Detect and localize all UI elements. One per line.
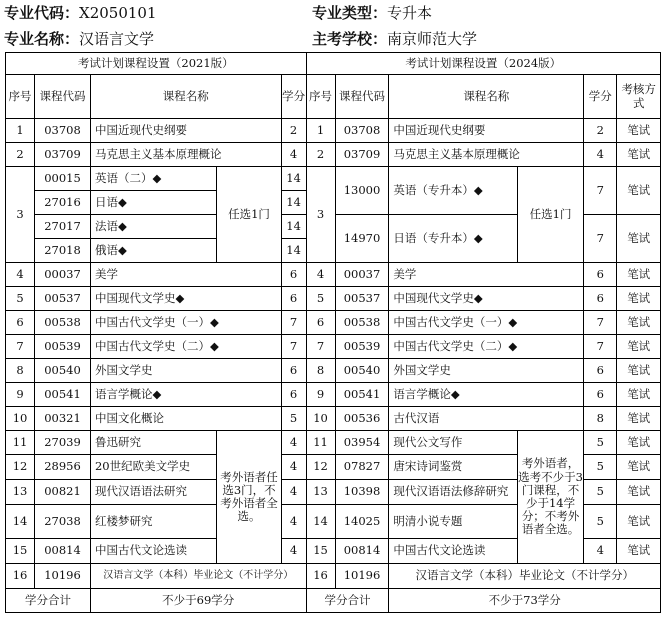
right-name: 美学: [389, 263, 584, 287]
left-code: 27038: [35, 505, 91, 539]
right-exam: 笔试: [617, 505, 661, 539]
left-credit: 6: [281, 287, 306, 311]
left-credit: 4: [281, 455, 306, 480]
right-code: 00541: [335, 383, 389, 407]
right-no: 4: [306, 263, 335, 287]
left-col-code: 课程代码: [35, 75, 91, 119]
right-name: 明清小说专题: [389, 505, 517, 539]
right-name: 日语（专升本）◆: [389, 215, 517, 263]
left-credit: 6: [281, 359, 306, 383]
right-exam: 笔试: [617, 167, 661, 215]
left-name: 中国古代文学史（一）◆: [90, 311, 281, 335]
left-no: 12: [6, 455, 35, 480]
left-no: 5: [6, 287, 35, 311]
left-no: 13: [6, 480, 35, 505]
right-credit: 6: [584, 287, 617, 311]
right-credit: 6: [584, 263, 617, 287]
right-name: 现代公文写作: [389, 431, 517, 455]
right-no: 5: [306, 287, 335, 311]
left-credit: 14: [281, 215, 306, 239]
left-name: 马克思主义基本原理概论: [90, 143, 281, 167]
table-row: [6, 143, 661, 167]
course-plan-table: [5, 52, 661, 613]
major-type-value: 专升本: [387, 4, 433, 22]
right-exam: 笔试: [617, 407, 661, 431]
right-no: 3: [306, 167, 335, 263]
table-row: [6, 53, 661, 75]
left-credit: 7: [281, 335, 306, 359]
major-type: [312, 2, 432, 23]
right-code: 00536: [335, 407, 389, 431]
left-no: 10: [6, 407, 35, 431]
left-name: 外国文学史: [90, 359, 281, 383]
left-name: 中国古代文论选读: [90, 539, 216, 564]
right-credit: 5: [584, 431, 617, 455]
left-no: 15: [6, 539, 35, 564]
left-credit: 4: [281, 480, 306, 505]
left-total-label: 学分合计: [6, 589, 91, 613]
right-name: 中国现代文学史◆: [389, 287, 584, 311]
right-exam: 笔试: [617, 431, 661, 455]
left-credit: 4: [281, 143, 306, 167]
right-code: 00037: [335, 263, 389, 287]
left-no: 3: [6, 167, 35, 263]
right-exam: 笔试: [617, 311, 661, 335]
left-col-no: 序号: [6, 75, 35, 119]
right-code: 03709: [335, 143, 389, 167]
left-elective-lang-note: 任选1门: [217, 167, 281, 263]
left-credit: 7: [281, 311, 306, 335]
left-code: 00821: [35, 480, 91, 505]
right-code: 14025: [335, 505, 389, 539]
left-credit: 2: [281, 119, 306, 143]
left-name: 20世纪欧美文学史: [90, 455, 216, 480]
left-name: 语言学概论◆: [90, 383, 281, 407]
right-exam: 笔试: [617, 480, 661, 505]
major-code-label: 专业代码：: [4, 4, 80, 22]
right-col-name: 课程名称: [389, 75, 584, 119]
left-name: 日语◆: [90, 191, 216, 215]
table-row: [6, 119, 661, 143]
right-no: 11: [306, 431, 335, 455]
right-col-exam: 考核方式: [617, 75, 661, 119]
left-credit: 4: [281, 539, 306, 564]
left-name: 中国现代文学史◆: [90, 287, 281, 311]
right-no: 9: [306, 383, 335, 407]
right-no: 6: [306, 311, 335, 335]
right-no: 15: [306, 539, 335, 564]
table-row: [6, 263, 661, 287]
right-exam: 笔试: [617, 455, 661, 480]
right-exam: 笔试: [617, 335, 661, 359]
right-elective-lang-note: 任选1门: [517, 167, 583, 263]
right-name: 中国古代文学史（一）◆: [389, 311, 584, 335]
right-code: 00814: [335, 539, 389, 564]
right-code: 10398: [335, 480, 389, 505]
right-credit: 2: [584, 119, 617, 143]
right-credit: 5: [584, 505, 617, 539]
right-name: 语言学概论◆: [389, 383, 584, 407]
right-credit: 7: [584, 167, 617, 215]
right-no: 8: [306, 359, 335, 383]
table-row: [6, 335, 661, 359]
left-name: 红楼梦研究: [90, 505, 216, 539]
right-name: 马克思主义基本原理概论: [389, 143, 584, 167]
left-code: 27018: [35, 239, 91, 263]
right-no: 14: [306, 505, 335, 539]
right-no: 16: [306, 564, 335, 589]
left-code: 10196: [35, 564, 91, 589]
table-row: [6, 311, 661, 335]
left-no: 6: [6, 311, 35, 335]
left-name: 俄语◆: [90, 239, 216, 263]
right-code: 14970: [335, 215, 389, 263]
left-credit: 14: [281, 239, 306, 263]
right-exam: 笔试: [617, 539, 661, 564]
right-thesis: 汉语言文学（本科）毕业论文（不计学分）: [389, 564, 661, 589]
major-name-label: 专业名称：: [4, 30, 80, 48]
major-name: [4, 28, 154, 49]
right-name: 外国文学史: [389, 359, 584, 383]
right-exam: 笔试: [617, 143, 661, 167]
right-col-no: 序号: [306, 75, 335, 119]
right-code: 10196: [335, 564, 389, 589]
left-code: 00321: [35, 407, 91, 431]
left-no: 11: [6, 431, 35, 455]
right-credit: 7: [584, 335, 617, 359]
major-type-label: 专业类型：: [312, 4, 388, 22]
left-thesis: 汉语言文学（本科）毕业论文（不计学分）: [90, 564, 306, 589]
left-total-value: 不少于69学分: [90, 589, 306, 613]
table-row: [6, 564, 661, 589]
left-no: 1: [6, 119, 35, 143]
right-code: 03954: [335, 431, 389, 455]
header: [0, 0, 664, 52]
right-plan-title: 考试计划课程设置（2024版）: [306, 53, 660, 75]
major-code-value: X2050101: [79, 4, 157, 22]
left-col-name: 课程名称: [90, 75, 281, 119]
right-col-code: 课程代码: [335, 75, 389, 119]
left-no: 8: [6, 359, 35, 383]
left-code: 27039: [35, 431, 91, 455]
right-code: 00538: [335, 311, 389, 335]
right-code: 03708: [335, 119, 389, 143]
table-row: [6, 589, 661, 613]
major-code: [4, 2, 157, 23]
host-school-label: 主考学校：: [312, 30, 388, 48]
table-row: [6, 359, 661, 383]
right-col-credit: 学分: [584, 75, 617, 119]
right-credit: 6: [584, 383, 617, 407]
right-exam: 笔试: [617, 359, 661, 383]
right-code: 00540: [335, 359, 389, 383]
right-credit: 5: [584, 480, 617, 505]
left-name: 鲁迅研究: [90, 431, 216, 455]
left-credit: 14: [281, 191, 306, 215]
table-row: [6, 431, 661, 455]
right-no: 2: [306, 143, 335, 167]
right-credit: 6: [584, 359, 617, 383]
right-no: 10: [306, 407, 335, 431]
right-credit: 5: [584, 455, 617, 480]
left-credit: 14: [281, 167, 306, 191]
left-no: 2: [6, 143, 35, 167]
left-code: 00538: [35, 311, 91, 335]
right-name: 现代汉语语法修辞研究: [389, 480, 517, 505]
left-name: 法语◆: [90, 215, 216, 239]
left-code: 27016: [35, 191, 91, 215]
host-school-value: 南京师范大学: [387, 30, 478, 48]
left-credit: 6: [281, 263, 306, 287]
left-credit: 4: [281, 505, 306, 539]
left-code: 28956: [35, 455, 91, 480]
major-name-value: 汉语言文学: [79, 30, 155, 48]
right-exam: 笔试: [617, 287, 661, 311]
left-name: 中国近现代史纲要: [90, 119, 281, 143]
left-code: 03708: [35, 119, 91, 143]
left-name: 美学: [90, 263, 281, 287]
table-row: [6, 407, 661, 431]
left-plan-title: 考试计划课程设置（2021版）: [6, 53, 307, 75]
right-exam: 笔试: [617, 263, 661, 287]
right-exam: 笔试: [617, 215, 661, 263]
left-code: 27017: [35, 215, 91, 239]
right-credit: 7: [584, 215, 617, 263]
left-name: 中国古代文学史（二）◆: [90, 335, 281, 359]
right-no: 13: [306, 480, 335, 505]
left-code: 00015: [35, 167, 91, 191]
right-credit: 4: [584, 143, 617, 167]
left-credit: 5: [281, 407, 306, 431]
right-name: 唐宋诗词鉴赏: [389, 455, 517, 480]
right-code: 13000: [335, 167, 389, 215]
right-credit: 7: [584, 311, 617, 335]
left-code: 00537: [35, 287, 91, 311]
right-total-label: 学分合计: [306, 589, 389, 613]
right-elective-note: 考外语者，选考不少于3门课程，不少于14学分；不考外语者全选。: [517, 431, 583, 564]
right-name: 古代汉语: [389, 407, 584, 431]
right-no: 1: [306, 119, 335, 143]
table-row: [6, 383, 661, 407]
left-name: 英语（二）◆: [90, 167, 216, 191]
right-code: 00539: [335, 335, 389, 359]
right-code: 07827: [335, 455, 389, 480]
left-credit: 4: [281, 431, 306, 455]
right-credit: 4: [584, 539, 617, 564]
left-code: 00814: [35, 539, 91, 564]
right-total-value: 不少于73学分: [389, 589, 661, 613]
left-code: 00541: [35, 383, 91, 407]
right-credit: 8: [584, 407, 617, 431]
host-school: [312, 28, 477, 49]
left-code: 00539: [35, 335, 91, 359]
right-no: 12: [306, 455, 335, 480]
right-name: 中国古代文论选读: [389, 539, 517, 564]
right-exam: 笔试: [617, 383, 661, 407]
right-name: 中国古代文学史（二）◆: [389, 335, 584, 359]
left-no: 9: [6, 383, 35, 407]
right-exam: 笔试: [617, 119, 661, 143]
left-credit: 6: [281, 383, 306, 407]
left-no: 16: [6, 564, 35, 589]
right-code: 00537: [335, 287, 389, 311]
left-name: 现代汉语语法研究: [90, 480, 216, 505]
right-no: 7: [306, 335, 335, 359]
table-row: [6, 167, 661, 191]
table-row: [6, 287, 661, 311]
left-code: 03709: [35, 143, 91, 167]
left-no: 7: [6, 335, 35, 359]
left-no: 4: [6, 263, 35, 287]
left-code: 00037: [35, 263, 91, 287]
left-code: 00540: [35, 359, 91, 383]
left-name: 中国文化概论: [90, 407, 281, 431]
course-plan-body: [6, 53, 661, 613]
right-name: 中国近现代史纲要: [389, 119, 584, 143]
left-col-credit: 学分: [281, 75, 306, 119]
right-name: 英语（专升本）◆: [389, 167, 517, 215]
table-row: [6, 75, 661, 119]
left-elective-note: 考外语者任选3门，不考外语者全选。: [217, 431, 281, 564]
left-no: 14: [6, 505, 35, 539]
